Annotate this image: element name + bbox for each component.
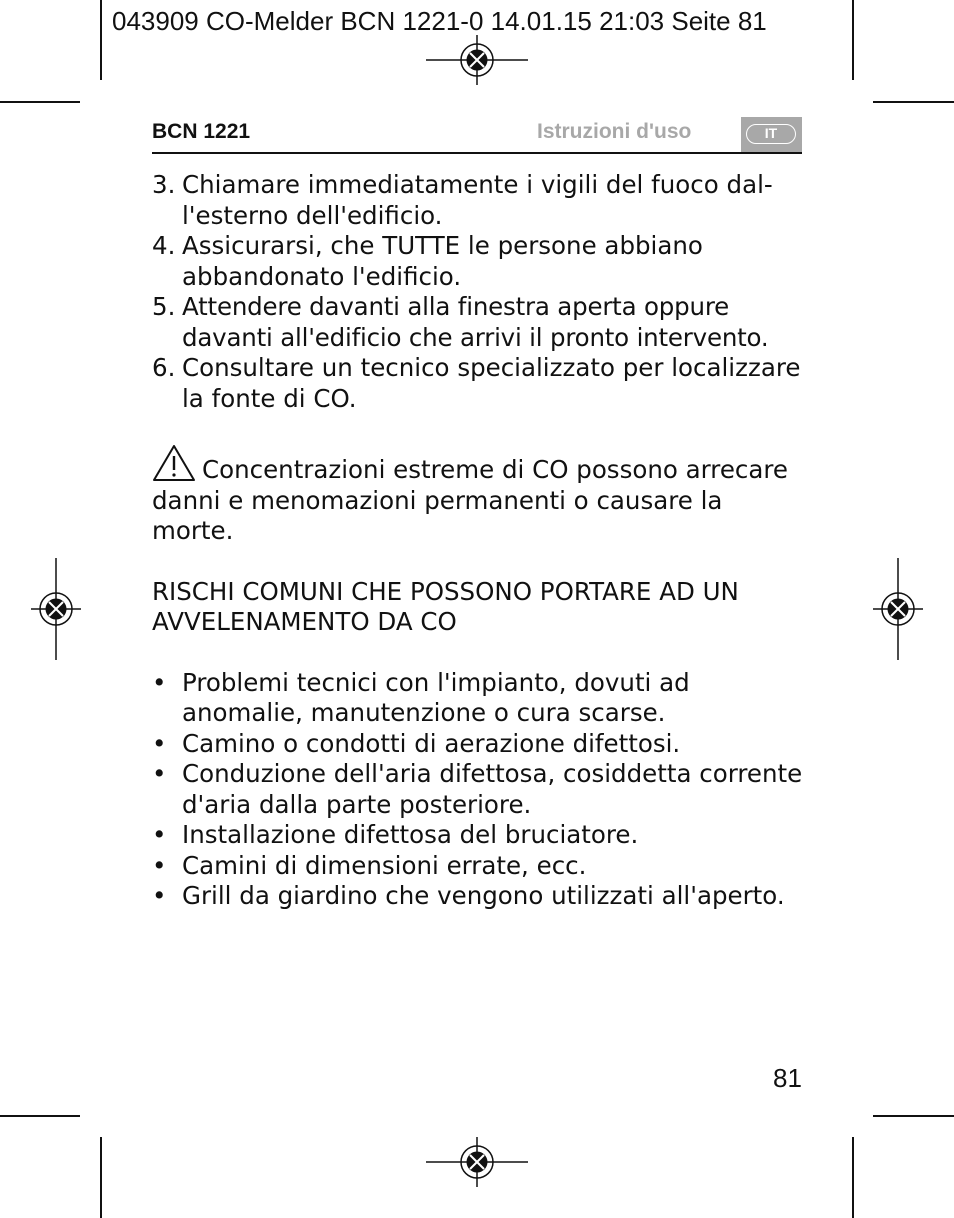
registration-mark-icon [26, 558, 86, 660]
step-number: 4. [152, 231, 176, 260]
registration-mark-icon [426, 1132, 528, 1192]
step-text: Chiamare immediatamente i vigili del fuoco dal- l'esterno dell'edificio. [182, 170, 773, 230]
list-item [152, 759, 807, 820]
risk-text: Problemi tecnici con l'impianto, dovuti ad anomalie, manutenzione o cura scarse. [182, 667, 690, 727]
step-number: 3. [152, 170, 176, 199]
page-content [152, 170, 807, 912]
risks-list [152, 668, 807, 912]
crop-mark [852, 1137, 854, 1218]
list-item [152, 668, 807, 729]
bullet-icon: • [152, 728, 167, 758]
language-label: IT [746, 124, 796, 144]
crop-mark [0, 1115, 80, 1117]
list-item [152, 729, 807, 760]
crop-mark [852, 0, 854, 80]
step-number: 6. [152, 353, 176, 382]
bullet-icon: • [152, 759, 167, 788]
list-item [152, 353, 807, 414]
list-item [152, 820, 807, 851]
bullet-icon: • [152, 850, 167, 880]
bullet-icon: • [152, 820, 167, 849]
language-tab [741, 117, 802, 152]
model-title: BCN 1221 [152, 120, 251, 143]
page-number: 81 [773, 1063, 802, 1093]
header-divider [152, 152, 802, 154]
crop-mark [0, 101, 80, 103]
list-item [152, 170, 807, 231]
list-item [152, 231, 807, 292]
crop-mark [873, 1115, 954, 1117]
step-text: Attendere davanti alla finestra aperta oppure davanti all'edificio che arrivi il pronto intervento. [182, 292, 769, 352]
list-item [152, 881, 807, 912]
step-text: Consultare un tecnico specializzato per localizzare la fonte di CO. [182, 353, 801, 413]
crop-mark [873, 101, 954, 103]
list-item [152, 292, 807, 353]
risk-text: Camino o condotti di aerazione difettosi. [182, 728, 681, 758]
crop-mark [100, 1137, 102, 1218]
warning-note [152, 444, 807, 547]
crop-mark [100, 0, 102, 80]
risk-text: Camini di dimensioni errate, ecc. [182, 850, 587, 880]
registration-mark-icon [426, 30, 528, 90]
section-title: Istruzioni d'uso [537, 120, 692, 143]
print-slug: 043909 CO-Melder BCN 1221-0 14.01.15 21:03 Seite 81 [112, 6, 767, 36]
warning-triangle-icon [152, 444, 196, 482]
step-text: Assicurarsi, che TUTTE le persone abbiano abbandonato l'edificio. [182, 231, 703, 291]
risk-text: Conduzione dell'aria difettosa, cosiddetta corrente d'aria dalla parte posteriore. [182, 759, 803, 819]
warning-text: Concentrazioni estreme di CO possono arrecare danni e menomazioni permanenti o causare la morte. [152, 455, 788, 545]
risk-text: Grill da giardino che vengono utilizzati all'aperto. [182, 881, 785, 910]
list-item [152, 851, 807, 882]
registration-mark-icon [868, 558, 928, 660]
step-number: 5. [152, 292, 176, 321]
risk-text: Installazione difettosa del bruciatore. [182, 820, 639, 849]
bullet-icon: • [152, 881, 167, 910]
steps-list [152, 170, 807, 414]
risks-heading: RISCHI COMUNI CHE POSSONO PORTARE AD UN AVVELENAMENTO DA CO [152, 576, 739, 636]
bullet-icon: • [152, 667, 167, 697]
